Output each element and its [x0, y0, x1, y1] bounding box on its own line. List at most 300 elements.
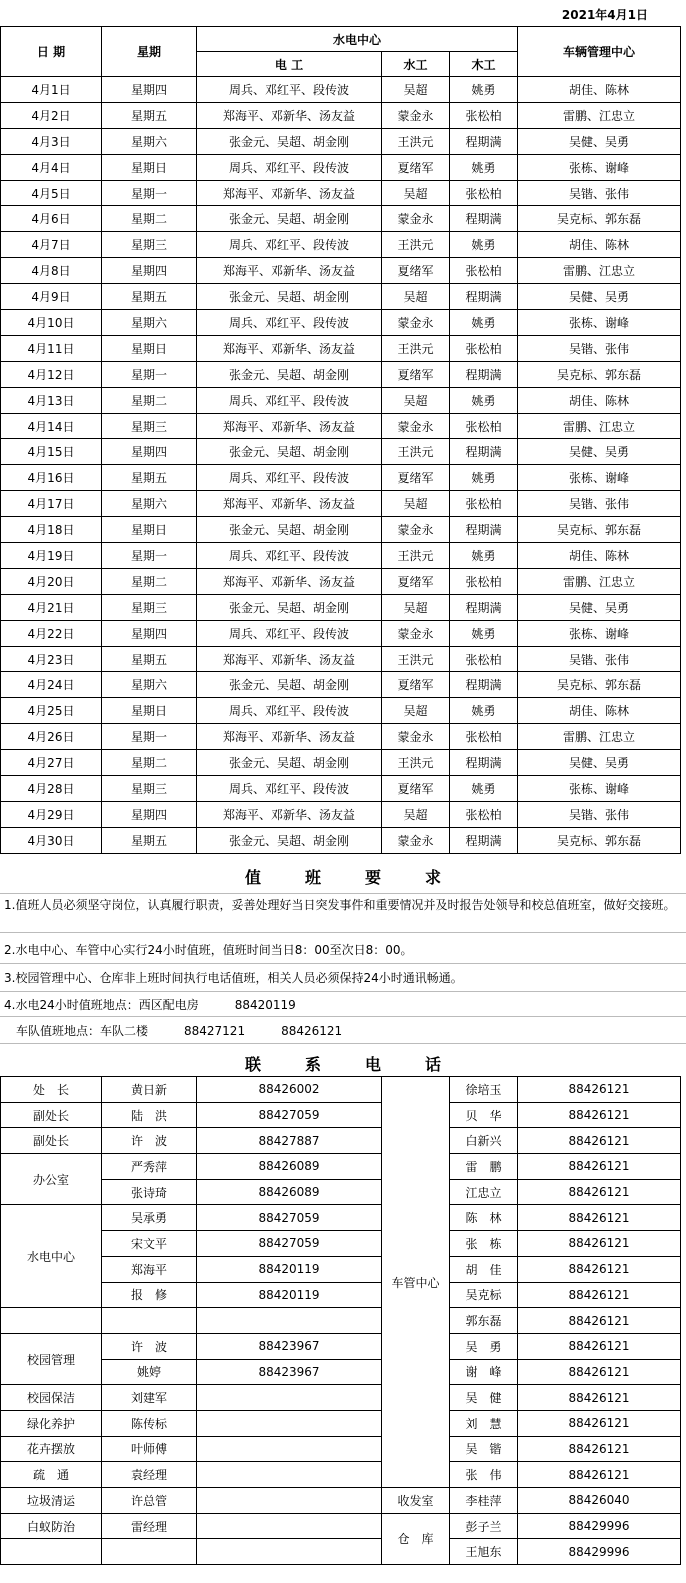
table-row	[1, 750, 681, 776]
cell-plumber: 吴超	[382, 284, 450, 310]
contact-phone: 88426121	[518, 1102, 681, 1128]
cell-electrician: 张金元、吴超、胡金刚	[197, 750, 382, 776]
contact-phone: 88426121	[518, 1077, 681, 1103]
cell-weekday: 星期六	[102, 491, 197, 517]
cell-carpenter: 姚勇	[450, 620, 518, 646]
cell-weekday: 星期五	[102, 102, 197, 128]
cell-vehicle: 吴锴、张伟	[518, 180, 681, 206]
cell-electrician: 郑海平、邓新华、汤友益	[197, 102, 382, 128]
cell-vehicle: 张栋、谢峰	[518, 620, 681, 646]
contact-name: 郑海平	[102, 1256, 197, 1282]
table-row	[1, 1077, 681, 1103]
cell-plumber: 吴超	[382, 77, 450, 103]
table-row	[1, 413, 681, 439]
cell-electrician: 张金元、吴超、胡金刚	[197, 206, 382, 232]
cell-electrician: 郑海平、邓新华、汤友益	[197, 180, 382, 206]
cell-date: 4月28日	[1, 776, 102, 802]
cell-weekday: 星期二	[102, 206, 197, 232]
contact-name: 吴 锴	[450, 1436, 518, 1462]
cell-electrician: 张金元、吴超、胡金刚	[197, 128, 382, 154]
table-row	[1, 620, 681, 646]
contact-phone: 88426121	[518, 1256, 681, 1282]
table-row	[1, 1282, 681, 1308]
cell-vehicle: 胡佳、陈林	[518, 77, 681, 103]
contact-name: 吴承勇	[102, 1205, 197, 1231]
contact-phone: 88426121	[518, 1308, 681, 1334]
cell-vehicle: 吴健、吴勇	[518, 750, 681, 776]
requirement-item: 车队值班地点：车队二楼 88427121 88426121	[4, 1024, 343, 1038]
cell-electrician: 张金元、吴超、胡金刚	[197, 827, 382, 853]
contact-name: 白新兴	[450, 1128, 518, 1154]
cell-carpenter: 张松柏	[450, 258, 518, 284]
cell-vehicle: 吴锴、张伟	[518, 801, 681, 827]
cell-weekday: 星期三	[102, 232, 197, 258]
contact-phone: 88427059	[197, 1102, 382, 1128]
contact-dept	[1, 1539, 102, 1565]
table-row	[1, 543, 681, 569]
table-row	[1, 776, 681, 802]
cell-electrician: 郑海平、邓新华、汤友益	[197, 335, 382, 361]
cell-weekday: 星期三	[102, 594, 197, 620]
cell-plumber: 夏绪军	[382, 776, 450, 802]
cell-plumber: 吴超	[382, 180, 450, 206]
contact-name: 黄日新	[102, 1077, 197, 1103]
cell-weekday: 星期六	[102, 128, 197, 154]
contact-dept	[1, 1308, 102, 1334]
cell-carpenter: 程期满	[450, 750, 518, 776]
cell-plumber: 夏绪军	[382, 672, 450, 698]
contacts-title: 联系电话	[244, 1055, 485, 1074]
cell-electrician: 周兵、邓红平、段传波	[197, 154, 382, 180]
cell-carpenter: 张松柏	[450, 724, 518, 750]
contact-phone: 88423967	[197, 1333, 382, 1359]
cell-date: 4月22日	[1, 620, 102, 646]
contact-phone	[197, 1488, 382, 1514]
contact-phone: 88420119	[197, 1256, 382, 1282]
cell-vehicle: 胡佳、陈林	[518, 232, 681, 258]
contact-phone	[197, 1539, 382, 1565]
contact-phone	[197, 1462, 382, 1488]
contact-name	[102, 1308, 197, 1334]
cell-weekday: 星期一	[102, 361, 197, 387]
contact-phone: 88429996	[518, 1513, 681, 1539]
contact-phone	[197, 1513, 382, 1539]
cell-carpenter: 姚勇	[450, 543, 518, 569]
cell-electrician: 张金元、吴超、胡金刚	[197, 439, 382, 465]
table-row	[1, 1359, 681, 1385]
cell-carpenter: 程期满	[450, 827, 518, 853]
cell-weekday: 星期二	[102, 568, 197, 594]
contact-name: 雷 鹏	[450, 1154, 518, 1180]
cell-date: 4月30日	[1, 827, 102, 853]
cell-electrician: 周兵、邓红平、段传波	[197, 387, 382, 413]
cell-date: 4月23日	[1, 646, 102, 672]
cell-vehicle: 吴锴、张伟	[518, 646, 681, 672]
contact-name: 陈传标	[102, 1410, 197, 1436]
contact-group-vehicle: 车管中心	[382, 1077, 450, 1488]
cell-carpenter: 程期满	[450, 284, 518, 310]
contact-name: 徐培玉	[450, 1077, 518, 1103]
cell-date: 4月24日	[1, 672, 102, 698]
cell-electrician: 张金元、吴超、胡金刚	[197, 361, 382, 387]
cell-date: 4月26日	[1, 724, 102, 750]
cell-weekday: 星期六	[102, 672, 197, 698]
contact-name: 彭子兰	[450, 1513, 518, 1539]
cell-vehicle: 吴健、吴勇	[518, 284, 681, 310]
contact-phone: 88427059	[197, 1231, 382, 1257]
cell-electrician: 郑海平、邓新华、汤友益	[197, 646, 382, 672]
contact-name: 江忠立	[450, 1179, 518, 1205]
cell-electrician: 郑海平、邓新华、汤友益	[197, 568, 382, 594]
contact-phone: 88426089	[197, 1154, 382, 1180]
header-carpenter: 木工	[450, 52, 518, 77]
cell-weekday: 星期四	[102, 258, 197, 284]
cell-carpenter: 张松柏	[450, 335, 518, 361]
cell-vehicle: 吴锴、张伟	[518, 491, 681, 517]
table-row	[1, 387, 681, 413]
contact-phone: 88426121	[518, 1359, 681, 1385]
cell-date: 4月3日	[1, 128, 102, 154]
table-row	[1, 102, 681, 128]
divider	[0, 963, 686, 964]
contact-dept: 办公室	[1, 1154, 102, 1205]
cell-date: 4月14日	[1, 413, 102, 439]
header-date: 日 期	[1, 27, 102, 77]
contact-name: 陈 林	[450, 1205, 518, 1231]
contact-name: 胡 佳	[450, 1256, 518, 1282]
cell-carpenter: 姚勇	[450, 232, 518, 258]
cell-vehicle: 吴健、吴勇	[518, 439, 681, 465]
table-row	[1, 310, 681, 336]
requirement-item: 3.校园管理中心、仓库非上班时间执行电话值班，相关人员必须保持24小时通讯畅通。	[4, 971, 463, 985]
cell-weekday: 星期三	[102, 776, 197, 802]
contact-group-warehouse: 仓 库	[382, 1513, 450, 1564]
cell-weekday: 星期一	[102, 543, 197, 569]
contact-phone: 88426121	[518, 1154, 681, 1180]
cell-plumber: 蒙金永	[382, 413, 450, 439]
cell-carpenter: 张松柏	[450, 180, 518, 206]
contact-dept: 疏 通	[1, 1462, 102, 1488]
contact-phone: 88426121	[518, 1128, 681, 1154]
contact-name: 雷经理	[102, 1513, 197, 1539]
contact-dept: 白蚁防治	[1, 1513, 102, 1539]
cell-carpenter: 张松柏	[450, 491, 518, 517]
cell-date: 4月27日	[1, 750, 102, 776]
cell-plumber: 蒙金永	[382, 620, 450, 646]
contact-name: 严秀萍	[102, 1154, 197, 1180]
table-row	[1, 206, 681, 232]
contact-name	[102, 1539, 197, 1565]
cell-plumber: 夏绪军	[382, 568, 450, 594]
table-row	[1, 1410, 681, 1436]
cell-vehicle: 胡佳、陈林	[518, 387, 681, 413]
cell-date: 4月21日	[1, 594, 102, 620]
cell-carpenter: 张松柏	[450, 102, 518, 128]
contact-name: 王旭东	[450, 1539, 518, 1565]
table-row	[1, 361, 681, 387]
cell-carpenter: 程期满	[450, 594, 518, 620]
cell-electrician: 张金元、吴超、胡金刚	[197, 594, 382, 620]
contact-dept: 校园管理	[1, 1333, 102, 1384]
divider	[0, 932, 686, 933]
cell-date: 4月7日	[1, 232, 102, 258]
cell-electrician: 周兵、邓红平、段传波	[197, 77, 382, 103]
contact-name: 许 波	[102, 1128, 197, 1154]
cell-plumber: 吴超	[382, 491, 450, 517]
contact-name: 吴克标	[450, 1282, 518, 1308]
cell-plumber: 蒙金永	[382, 206, 450, 232]
table-row	[1, 698, 681, 724]
cell-vehicle: 雷鹏、江忠立	[518, 258, 681, 284]
contact-phone: 88426121	[518, 1179, 681, 1205]
cell-electrician: 周兵、邓红平、段传波	[197, 620, 382, 646]
contact-name: 张诗琦	[102, 1179, 197, 1205]
table-row	[1, 594, 681, 620]
cell-plumber: 夏绪军	[382, 154, 450, 180]
cell-date: 4月29日	[1, 801, 102, 827]
cell-vehicle: 张栋、谢峰	[518, 154, 681, 180]
contact-phone	[197, 1410, 382, 1436]
cell-weekday: 星期日	[102, 517, 197, 543]
cell-weekday: 星期六	[102, 310, 197, 336]
contact-dept: 垃圾清运	[1, 1488, 102, 1514]
contact-name: 宋文平	[102, 1231, 197, 1257]
table-row	[1, 284, 681, 310]
contact-phone: 88426121	[518, 1231, 681, 1257]
table-row	[1, 465, 681, 491]
table-row	[1, 1256, 681, 1282]
contact-name: 吴 勇	[450, 1333, 518, 1359]
cell-carpenter: 程期满	[450, 672, 518, 698]
contact-name: 吴 健	[450, 1385, 518, 1411]
cell-weekday: 星期一	[102, 724, 197, 750]
cell-date: 4月8日	[1, 258, 102, 284]
cell-plumber: 蒙金永	[382, 517, 450, 543]
contact-name: 张 栋	[450, 1231, 518, 1257]
contact-name: 叶师傅	[102, 1436, 197, 1462]
cell-date: 4月4日	[1, 154, 102, 180]
contact-phone: 88426089	[197, 1179, 382, 1205]
cell-date: 4月25日	[1, 698, 102, 724]
duty-roster-table	[0, 26, 681, 854]
cell-date: 4月5日	[1, 180, 102, 206]
header-weekday: 星期	[102, 27, 197, 77]
cell-vehicle: 吴克标、郭东磊	[518, 517, 681, 543]
cell-plumber: 蒙金永	[382, 827, 450, 853]
cell-date: 4月19日	[1, 543, 102, 569]
table-row	[1, 1205, 681, 1231]
contact-name: 陆 洪	[102, 1102, 197, 1128]
contact-name: 刘建军	[102, 1385, 197, 1411]
cell-date: 4月10日	[1, 310, 102, 336]
table-row	[1, 517, 681, 543]
cell-electrician: 郑海平、邓新华、汤友益	[197, 413, 382, 439]
cell-weekday: 星期五	[102, 827, 197, 853]
contact-name: 谢 峰	[450, 1359, 518, 1385]
cell-weekday: 星期四	[102, 620, 197, 646]
cell-electrician: 张金元、吴超、胡金刚	[197, 672, 382, 698]
contact-dept: 副处长	[1, 1102, 102, 1128]
cell-carpenter: 姚勇	[450, 387, 518, 413]
cell-plumber: 夏绪军	[382, 258, 450, 284]
cell-electrician: 周兵、邓红平、段传波	[197, 543, 382, 569]
cell-plumber: 王洪元	[382, 543, 450, 569]
cell-vehicle: 吴克标、郭东磊	[518, 672, 681, 698]
table-row	[1, 1488, 681, 1514]
contact-phone: 88426121	[518, 1436, 681, 1462]
cell-vehicle: 吴健、吴勇	[518, 594, 681, 620]
contact-name: 李桂萍	[450, 1488, 518, 1514]
requirements-title: 值班要求	[244, 868, 485, 887]
contact-group-receiving: 收发室	[382, 1488, 450, 1514]
cell-carpenter: 张松柏	[450, 801, 518, 827]
header-utility-center: 水电中心	[197, 27, 518, 52]
requirement-item: 2.水电中心、车管中心实行24小时值班，值班时间当日8：00至次日8：00。	[4, 943, 413, 957]
cell-vehicle: 雷鹏、江忠立	[518, 102, 681, 128]
cell-date: 4月16日	[1, 465, 102, 491]
cell-plumber: 吴超	[382, 594, 450, 620]
cell-electrician: 周兵、邓红平、段传波	[197, 698, 382, 724]
cell-plumber: 夏绪军	[382, 465, 450, 491]
table-row	[1, 801, 681, 827]
cell-date: 4月18日	[1, 517, 102, 543]
contact-phone: 88426121	[518, 1385, 681, 1411]
header-plumber: 水工	[382, 52, 450, 77]
cell-plumber: 蒙金永	[382, 310, 450, 336]
table-row	[1, 1102, 681, 1128]
cell-vehicle: 吴克标、郭东磊	[518, 361, 681, 387]
divider	[0, 991, 686, 992]
cell-carpenter: 姚勇	[450, 776, 518, 802]
cell-date: 4月1日	[1, 77, 102, 103]
table-row	[1, 439, 681, 465]
cell-electrician: 周兵、邓红平、段传波	[197, 776, 382, 802]
cell-weekday: 星期三	[102, 413, 197, 439]
cell-electrician: 周兵、邓红平、段传波	[197, 310, 382, 336]
contact-phone: 88426002	[197, 1077, 382, 1103]
contact-phone: 88420119	[197, 1282, 382, 1308]
cell-carpenter: 姚勇	[450, 698, 518, 724]
cell-weekday: 星期日	[102, 335, 197, 361]
cell-vehicle: 胡佳、陈林	[518, 543, 681, 569]
cell-carpenter: 姚勇	[450, 154, 518, 180]
cell-date: 4月12日	[1, 361, 102, 387]
table-row	[1, 1231, 681, 1257]
cell-plumber: 王洪元	[382, 750, 450, 776]
table-row	[1, 1462, 681, 1488]
cell-date: 4月2日	[1, 102, 102, 128]
cell-carpenter: 程期满	[450, 361, 518, 387]
cell-date: 4月20日	[1, 568, 102, 594]
cell-electrician: 周兵、邓红平、段传波	[197, 465, 382, 491]
contact-phone: 88426121	[518, 1462, 681, 1488]
cell-weekday: 星期日	[102, 698, 197, 724]
header-electrician: 电 工	[197, 52, 382, 77]
cell-date: 4月6日	[1, 206, 102, 232]
cell-vehicle: 张栋、谢峰	[518, 776, 681, 802]
cell-plumber: 夏绪军	[382, 361, 450, 387]
cell-vehicle: 吴健、吴勇	[518, 128, 681, 154]
divider	[0, 1043, 686, 1044]
contacts-body	[1, 1077, 681, 1565]
table-row	[1, 568, 681, 594]
table-row	[1, 258, 681, 284]
cell-carpenter: 张松柏	[450, 413, 518, 439]
divider	[0, 1016, 686, 1017]
table-row	[1, 1513, 681, 1539]
cell-carpenter: 程期满	[450, 128, 518, 154]
cell-plumber: 王洪元	[382, 232, 450, 258]
cell-carpenter: 张松柏	[450, 646, 518, 672]
contact-dept: 校园保洁	[1, 1385, 102, 1411]
cell-vehicle: 吴克标、郭东磊	[518, 206, 681, 232]
document-date: 2021年4月1日	[561, 8, 648, 22]
cell-weekday: 星期日	[102, 154, 197, 180]
table-row	[1, 491, 681, 517]
table-row	[1, 128, 681, 154]
contact-phone: 88426121	[518, 1410, 681, 1436]
cell-weekday: 星期二	[102, 750, 197, 776]
table-row	[1, 1308, 681, 1334]
cell-electrician: 郑海平、邓新华、汤友益	[197, 491, 382, 517]
cell-plumber: 王洪元	[382, 128, 450, 154]
contact-name: 许 波	[102, 1333, 197, 1359]
contact-phone: 88423967	[197, 1359, 382, 1385]
cell-weekday: 星期五	[102, 284, 197, 310]
cell-vehicle: 雷鹏、江忠立	[518, 568, 681, 594]
cell-weekday: 星期五	[102, 465, 197, 491]
contact-dept: 花卉摆放	[1, 1436, 102, 1462]
contact-name: 郭东磊	[450, 1308, 518, 1334]
cell-electrician: 周兵、邓红平、段传波	[197, 232, 382, 258]
table-row	[1, 335, 681, 361]
duty-roster-body	[1, 77, 681, 854]
cell-weekday: 星期一	[102, 180, 197, 206]
cell-vehicle: 吴克标、郭东磊	[518, 827, 681, 853]
contact-dept: 水电中心	[1, 1205, 102, 1308]
cell-vehicle: 雷鹏、江忠立	[518, 413, 681, 439]
contact-name: 姚婷	[102, 1359, 197, 1385]
cell-date: 4月13日	[1, 387, 102, 413]
table-row	[1, 1128, 681, 1154]
cell-carpenter: 姚勇	[450, 77, 518, 103]
table-row	[1, 1436, 681, 1462]
contact-phone: 88426121	[518, 1282, 681, 1308]
cell-plumber: 吴超	[382, 698, 450, 724]
cell-carpenter: 姚勇	[450, 465, 518, 491]
table-row	[1, 672, 681, 698]
contact-dept: 处 长	[1, 1077, 102, 1103]
cell-electrician: 郑海平、邓新华、汤友益	[197, 724, 382, 750]
table-row	[1, 1385, 681, 1411]
cell-carpenter: 程期满	[450, 206, 518, 232]
cell-weekday: 星期二	[102, 387, 197, 413]
cell-vehicle: 张栋、谢峰	[518, 465, 681, 491]
table-row	[1, 232, 681, 258]
contact-phone: 88426121	[518, 1205, 681, 1231]
header-vehicle-center: 车辆管理中心	[518, 27, 681, 77]
divider	[0, 893, 686, 894]
contact-name: 许总管	[102, 1488, 197, 1514]
cell-electrician: 郑海平、邓新华、汤友益	[197, 258, 382, 284]
cell-carpenter: 张松柏	[450, 568, 518, 594]
cell-electrician: 张金元、吴超、胡金刚	[197, 517, 382, 543]
contact-phone	[197, 1385, 382, 1411]
cell-plumber: 吴超	[382, 387, 450, 413]
contact-phone: 88427059	[197, 1205, 382, 1231]
cell-carpenter: 姚勇	[450, 310, 518, 336]
contact-dept: 绿化养护	[1, 1410, 102, 1436]
